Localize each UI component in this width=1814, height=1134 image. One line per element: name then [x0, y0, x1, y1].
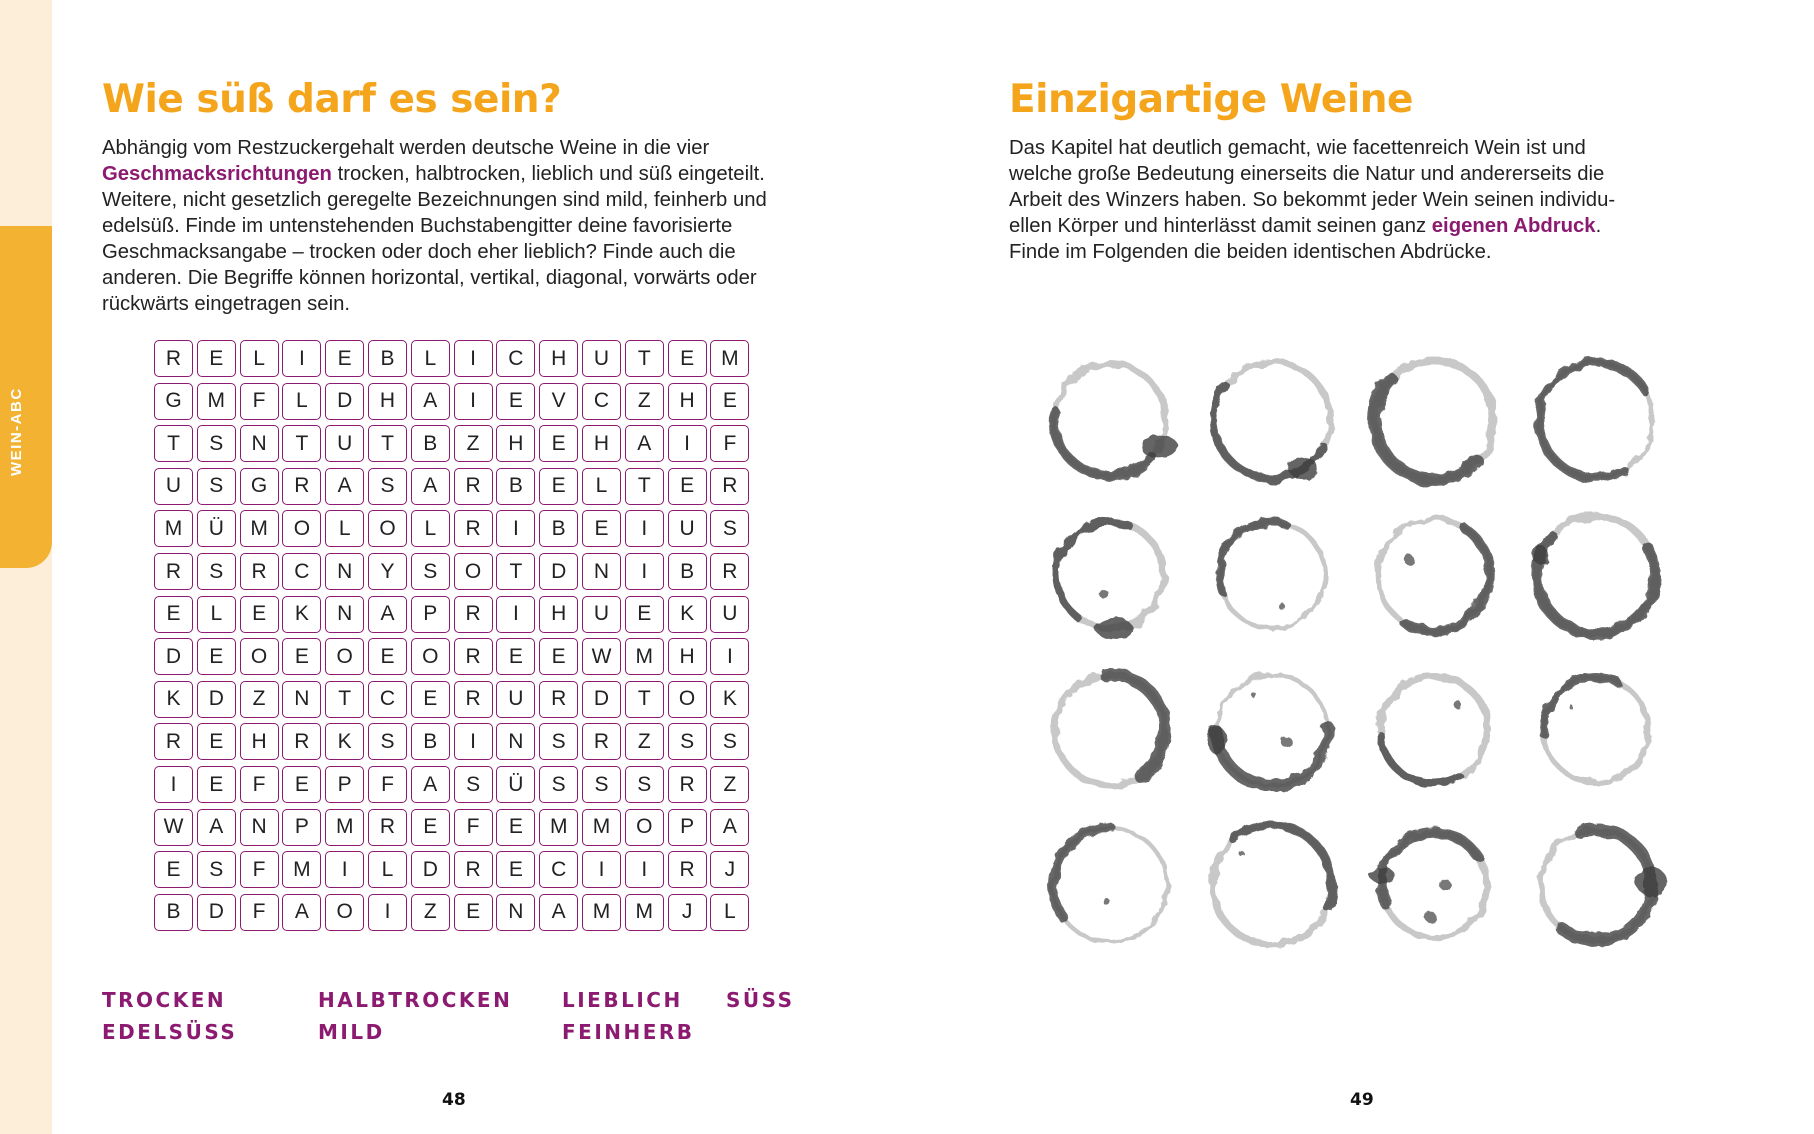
grid-cell: M — [282, 851, 321, 888]
left-line-1 — [102, 161, 842, 187]
grid-cell: E — [197, 766, 236, 803]
grid-cell: I — [625, 851, 664, 888]
grid-cell: Z — [710, 766, 749, 803]
grid-cell: R — [668, 766, 707, 803]
grid-cell: C — [496, 340, 535, 377]
grid-cell: R — [710, 468, 749, 505]
grid-cell: F — [240, 383, 279, 420]
grid-cell: H — [240, 723, 279, 760]
grid-cell: I — [282, 340, 321, 377]
grid-cell: L — [197, 596, 236, 633]
left-page-title: Wie süß darf es sein? — [102, 77, 562, 122]
grid-cell: V — [539, 383, 578, 420]
left-line-4: Geschmacksangabe – trocken oder doch eher lieblich? Finde auch die — [102, 241, 736, 263]
grid-cell: D — [582, 681, 621, 718]
grid-cell: E — [197, 638, 236, 675]
word-feinherb: FEINHERB — [562, 1020, 695, 1044]
grid-cell: L — [411, 340, 450, 377]
grid-cell: O — [454, 553, 493, 590]
grid-cell: A — [411, 468, 450, 505]
grid-cell: J — [668, 894, 707, 931]
grid-cell: O — [411, 638, 450, 675]
grid-cell: L — [240, 340, 279, 377]
grid-cell: R — [368, 809, 407, 846]
grid-cell: R — [154, 723, 193, 760]
grid-cell: F — [240, 851, 279, 888]
grid-cell: E — [668, 468, 707, 505]
wine-stain-ring-icon — [1539, 363, 1654, 478]
grid-cell: W — [154, 809, 193, 846]
grid-cell: H — [668, 638, 707, 675]
word-mild: MILD — [318, 1020, 385, 1044]
grid-cell: L — [368, 851, 407, 888]
grid-cell: A — [411, 766, 450, 803]
grid-cell: M — [240, 510, 279, 547]
grid-cell: D — [325, 383, 364, 420]
grid-cell: E — [411, 809, 450, 846]
grid-cell: A — [325, 468, 364, 505]
grid-cell: A — [411, 383, 450, 420]
grid-cell: L — [582, 468, 621, 505]
grid-cell: F — [240, 766, 279, 803]
grid-cell: C — [282, 553, 321, 590]
grid-cell: O — [325, 638, 364, 675]
grid-cell: R — [710, 553, 749, 590]
grid-cell: P — [411, 596, 450, 633]
grid-cell: T — [496, 553, 535, 590]
grid-cell: I — [325, 851, 364, 888]
grid-cell: Ü — [496, 766, 535, 803]
word-suess: SÜSS — [726, 988, 795, 1012]
grid-cell: I — [454, 723, 493, 760]
grid-cell: E — [454, 894, 493, 931]
grid-cell: S — [197, 553, 236, 590]
grid-cell: P — [282, 809, 321, 846]
grid-cell: R — [454, 681, 493, 718]
grid-cell: T — [625, 468, 664, 505]
grid-cell: R — [582, 723, 621, 760]
grid-cell: S — [197, 851, 236, 888]
grid-cell: T — [625, 681, 664, 718]
grid-cell: F — [368, 766, 407, 803]
grid-cell: E — [197, 723, 236, 760]
left-intro-paragraph — [102, 135, 842, 317]
grid-cell: A — [197, 809, 236, 846]
grid-cell: E — [710, 383, 749, 420]
right-line-4: Finde im Folgenden die beiden identischen Abdrücke. — [1009, 241, 1492, 263]
grid-cell: S — [710, 510, 749, 547]
grid-cell: E — [154, 596, 193, 633]
right-page-number: 49 — [1350, 1090, 1374, 1110]
grid-cell: G — [154, 383, 193, 420]
grid-cell: S — [582, 766, 621, 803]
grid-cell: I — [154, 766, 193, 803]
grid-cell: E — [539, 468, 578, 505]
grid-cell: E — [539, 638, 578, 675]
grid-cell: E — [154, 851, 193, 888]
right-line-1: welche große Bedeutung einerseits die Natur und andererseits die — [1009, 163, 1605, 185]
grid-cell: U — [582, 596, 621, 633]
wine-stain-ring-icon — [1208, 674, 1328, 785]
grid-cell: O — [282, 510, 321, 547]
grid-cell: H — [582, 425, 621, 462]
grid-cell: T — [625, 340, 664, 377]
grid-cell: Z — [625, 383, 664, 420]
word-halbtrocken: HALBTROCKEN — [318, 988, 513, 1012]
grid-cell: O — [368, 510, 407, 547]
grid-cell: A — [368, 596, 407, 633]
grid-cell: O — [625, 809, 664, 846]
grid-cell: R — [454, 638, 493, 675]
grid-cell: E — [282, 638, 321, 675]
grid-cell: K — [282, 596, 321, 633]
grid-cell: R — [539, 681, 578, 718]
grid-cell: E — [496, 383, 535, 420]
grid-cell: Y — [368, 553, 407, 590]
grid-cell: R — [454, 851, 493, 888]
grid-cell: S — [668, 723, 707, 760]
grid-cell: U — [710, 596, 749, 633]
right-intro-paragraph — [1009, 135, 1749, 265]
grid-cell: L — [710, 894, 749, 931]
grid-cell: K — [668, 596, 707, 633]
grid-cell: N — [325, 553, 364, 590]
grid-cell: H — [539, 340, 578, 377]
grid-cell: U — [496, 681, 535, 718]
grid-cell: D — [411, 851, 450, 888]
grid-cell: B — [496, 468, 535, 505]
grid-cell: E — [496, 851, 535, 888]
grid-cell: H — [539, 596, 578, 633]
grid-cell: M — [625, 638, 664, 675]
wine-stain-ring-icon — [1214, 362, 1331, 480]
wine-stain-ring-icon — [1378, 519, 1490, 631]
grid-cell: S — [625, 766, 664, 803]
grid-cell: R — [454, 510, 493, 547]
grid-cell: R — [668, 851, 707, 888]
grid-cell: S — [368, 723, 407, 760]
grid-cell: R — [282, 468, 321, 505]
text-run: . — [1595, 215, 1602, 237]
grid-cell: H — [496, 425, 535, 462]
grid-cell: G — [240, 468, 279, 505]
grid-cell: D — [154, 638, 193, 675]
grid-cell: M — [582, 809, 621, 846]
grid-cell: W — [582, 638, 621, 675]
grid-cell: P — [668, 809, 707, 846]
wine-stain-ring-icon — [1219, 522, 1325, 628]
grid-cell: S — [197, 468, 236, 505]
text-run: ellen Körper und hinterlässt damit seinen ganz — [1009, 215, 1432, 237]
grid-cell: R — [454, 596, 493, 633]
grid-cell: M — [625, 894, 664, 931]
grid-cell: E — [368, 638, 407, 675]
grid-cell: E — [496, 809, 535, 846]
grid-cell: Z — [240, 681, 279, 718]
grid-cell: M — [325, 809, 364, 846]
grid-cell: E — [582, 510, 621, 547]
grid-cell: M — [710, 340, 749, 377]
wine-stain-ring-icon — [1054, 364, 1178, 476]
grid-cell: H — [368, 383, 407, 420]
grid-cell: B — [368, 340, 407, 377]
grid-cell: U — [668, 510, 707, 547]
grid-cell: S — [411, 553, 450, 590]
grid-cell: O — [240, 638, 279, 675]
grid-cell: R — [154, 340, 193, 377]
grid-cell: I — [454, 383, 493, 420]
grid-cell: B — [411, 723, 450, 760]
left-line-2: Weitere, nicht gesetzlich geregelte Bezeichnungen sind mild, feinherb und — [102, 189, 767, 211]
grid-cell: A — [625, 425, 664, 462]
grid-cell: R — [454, 468, 493, 505]
grid-cell: R — [240, 553, 279, 590]
grid-cell: N — [240, 809, 279, 846]
grid-cell: T — [368, 425, 407, 462]
grid-cell: E — [282, 766, 321, 803]
grid-cell: E — [325, 340, 364, 377]
grid-cell: B — [668, 553, 707, 590]
grid-cell: A — [282, 894, 321, 931]
grid-cell: I — [668, 425, 707, 462]
grid-cell: S — [368, 468, 407, 505]
grid-cell: S — [539, 766, 578, 803]
grid-cell: R — [282, 723, 321, 760]
left-line-5: anderen. Die Begriffe können horizontal, vertikal, diagonal, vorwärts oder — [102, 267, 757, 289]
grid-cell: K — [325, 723, 364, 760]
grid-cell: Z — [454, 425, 493, 462]
wine-stain-grid — [1030, 340, 1670, 960]
wine-stain-ring-icon — [1541, 830, 1667, 941]
left-line-6: rückwärts eingetragen sein. — [102, 293, 351, 315]
wine-stain-ring-icon — [1380, 676, 1488, 784]
grid-cell: D — [197, 681, 236, 718]
grid-cell: S — [454, 766, 493, 803]
wine-stain-ring-icon — [1213, 826, 1332, 945]
grid-cell: B — [411, 425, 450, 462]
grid-cell: R — [154, 553, 193, 590]
grid-cell: I — [582, 851, 621, 888]
grid-cell: E — [625, 596, 664, 633]
grid-cell: S — [710, 723, 749, 760]
right-line-0: Das Kapitel hat deutlich gemacht, wie facettenreich Wein ist und — [1009, 137, 1586, 159]
grid-cell: P — [325, 766, 364, 803]
grid-cell: D — [197, 894, 236, 931]
grid-cell: Z — [625, 723, 664, 760]
wine-stain-ring-icon — [1055, 675, 1165, 785]
grid-cell: E — [240, 596, 279, 633]
wine-stain-ring-icon — [1370, 833, 1487, 937]
wine-stain-ring-icon — [1053, 828, 1167, 942]
grid-cell: D — [539, 553, 578, 590]
grid-cell: N — [582, 553, 621, 590]
right-line-3 — [1009, 213, 1749, 239]
grid-cell: E — [539, 425, 578, 462]
text-run: trocken, halbtrocken, lieblich und süß eingeteilt. — [331, 163, 765, 185]
grid-cell: A — [539, 894, 578, 931]
grid-cell: H — [668, 383, 707, 420]
grid-cell: M — [154, 510, 193, 547]
grid-cell: J — [710, 851, 749, 888]
grid-cell: U — [582, 340, 621, 377]
right-page-title: Einzigartige Weine — [1009, 77, 1413, 122]
grid-cell: E — [496, 638, 535, 675]
grid-cell: I — [496, 510, 535, 547]
grid-cell: B — [154, 894, 193, 931]
grid-cell: F — [710, 425, 749, 462]
grid-cell: C — [368, 681, 407, 718]
word-trocken: TROCKEN — [102, 988, 227, 1012]
grid-cell: E — [197, 340, 236, 377]
grid-cell: U — [325, 425, 364, 462]
grid-cell: C — [539, 851, 578, 888]
grid-cell: N — [496, 894, 535, 931]
grid-cell: Ü — [197, 510, 236, 547]
grid-cell: M — [539, 809, 578, 846]
grid-cell: O — [668, 681, 707, 718]
grid-cell: F — [240, 894, 279, 931]
grid-cell: S — [539, 723, 578, 760]
wine-stain-ring-icon — [1532, 516, 1655, 634]
grid-cell: I — [710, 638, 749, 675]
word-edelsuess: EDELSÜSS — [102, 1020, 238, 1044]
grid-cell: L — [411, 510, 450, 547]
grid-cell: E — [668, 340, 707, 377]
grid-cell: S — [197, 425, 236, 462]
left-line-0: Abhängig vom Restzuckergehalt werden deutsche Weine in die vier — [102, 137, 710, 159]
grid-cell: N — [496, 723, 535, 760]
grid-cell: T — [282, 425, 321, 462]
grid-cell: L — [325, 510, 364, 547]
grid-cell: C — [582, 383, 621, 420]
chapter-tab-label: WEIN-ABC — [8, 387, 25, 476]
grid-cell: O — [325, 894, 364, 931]
grid-cell: A — [710, 809, 749, 846]
right-line-2: Arbeit des Winzers haben. So bekommt jeder Wein seinen individu- — [1009, 189, 1616, 211]
grid-cell: L — [282, 383, 321, 420]
left-page-number: 48 — [442, 1090, 466, 1110]
grid-cell: I — [368, 894, 407, 931]
wine-stain-ring-icon — [1544, 678, 1649, 783]
grid-cell: M — [197, 383, 236, 420]
grid-cell: E — [411, 681, 450, 718]
grid-cell: I — [625, 510, 664, 547]
left-line-3: edelsüß. Finde im untenstehenden Buchstabengitter deine favorisierte — [102, 215, 733, 237]
grid-cell: N — [282, 681, 321, 718]
grid-cell: K — [710, 681, 749, 718]
highlight-term: eigenen Abdruck — [1431, 215, 1596, 237]
grid-cell: I — [454, 340, 493, 377]
grid-cell: N — [240, 425, 279, 462]
grid-cell: I — [496, 596, 535, 633]
grid-cell: T — [154, 425, 193, 462]
grid-cell: F — [454, 809, 493, 846]
grid-cell: N — [325, 596, 364, 633]
wine-stain-ring-icon — [1374, 360, 1493, 479]
grid-cell: Z — [411, 894, 450, 931]
grid-cell: B — [539, 510, 578, 547]
grid-cell: K — [154, 681, 193, 718]
wine-stain-ring-icon — [1057, 522, 1163, 639]
grid-cell: I — [625, 553, 664, 590]
grid-cell: T — [325, 681, 364, 718]
highlight-term: Geschmacksrichtungen — [102, 163, 332, 185]
grid-cell: U — [154, 468, 193, 505]
grid-cell: M — [582, 894, 621, 931]
word-lieblich: LIEBLICH — [562, 988, 683, 1012]
